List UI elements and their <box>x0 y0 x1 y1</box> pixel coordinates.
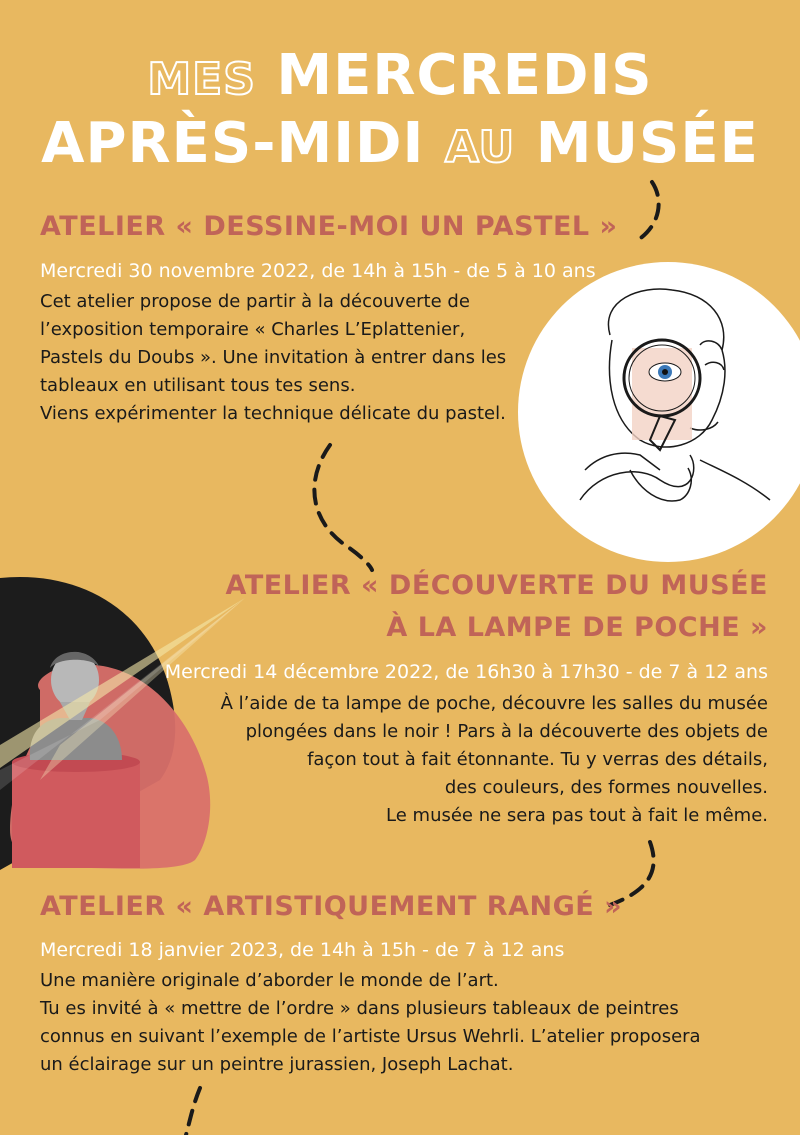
description-line: Viens expérimenter la technique délicate du pastel. <box>40 403 506 424</box>
description-line: Tu es invité à « mettre de l’ordre » dans plusieurs tableaux de peintres <box>40 998 679 1019</box>
description-line: Cet atelier propose de partir à la découverte de <box>40 291 470 312</box>
workshop-3-description <box>40 967 701 1079</box>
description-line: Une manière originale d’aborder le monde de l’art. <box>40 970 499 991</box>
title-word-au: AU <box>444 122 516 173</box>
description-line: l’exposition temporaire « Charles L’Eplattenier, <box>40 319 466 340</box>
bust-flashlight-illustration <box>0 577 245 870</box>
main-title-line1 <box>0 44 800 112</box>
description-line: plongées dans le noir ! Pars à la découverte des objets de <box>245 721 768 742</box>
workshop-3-date: Mercredi 18 janvier 2023, de 14h à 15h - de 7 à 12 ans <box>40 939 565 961</box>
workshop-1-date: Mercredi 30 novembre 2022, de 14h à 15h - de 5 à 10 ans <box>40 260 596 282</box>
workshop-2-title-line2: À LA LAMPE DE POCHE » <box>386 612 768 643</box>
description-line: tableaux en utilisant tous tes sens. <box>40 375 356 396</box>
title-word-mes: MES <box>147 54 256 105</box>
title-word-musee: MUSÉE <box>535 111 759 176</box>
main-title-line2 <box>0 112 800 180</box>
description-line: un éclairage sur un peintre jurassien, Joseph Lachat. <box>40 1054 514 1075</box>
child-magnifier-illustration <box>518 262 800 562</box>
workshop-2-date: Mercredi 14 décembre 2022, de 16h30 à 17h30 - de 7 à 12 ans <box>164 661 768 683</box>
title-word-apres-midi: APRÈS-MIDI <box>41 111 425 176</box>
description-line: façon tout à fait étonnante. Tu y verras des détails, <box>307 749 768 770</box>
description-line: des couleurs, des formes nouvelles. <box>444 777 768 798</box>
workshop-1-description <box>40 288 506 428</box>
description-line: connus en suivant l’exemple de l’artiste Ursus Wehrli. L’atelier proposera <box>40 1026 701 1047</box>
workshop-2-description <box>221 690 768 830</box>
description-line: Le musée ne sera pas tout à fait le même. <box>386 805 768 826</box>
workshop-2-title-line1: ATELIER « DÉCOUVERTE DU MUSÉE <box>225 570 768 601</box>
workshop-1-title: ATELIER « DESSINE-MOI UN PASTEL » <box>40 211 618 242</box>
title-word-mercredis: MERCREDIS <box>276 43 653 108</box>
description-line: À l’aide de ta lampe de poche, découvre les salles du musée <box>220 693 768 714</box>
workshop-3-title: ATELIER « ARTISTIQUEMENT RANGÉ » <box>40 891 623 922</box>
description-line: Pastels du Doubs ». Une invitation à entrer dans les <box>40 347 507 368</box>
